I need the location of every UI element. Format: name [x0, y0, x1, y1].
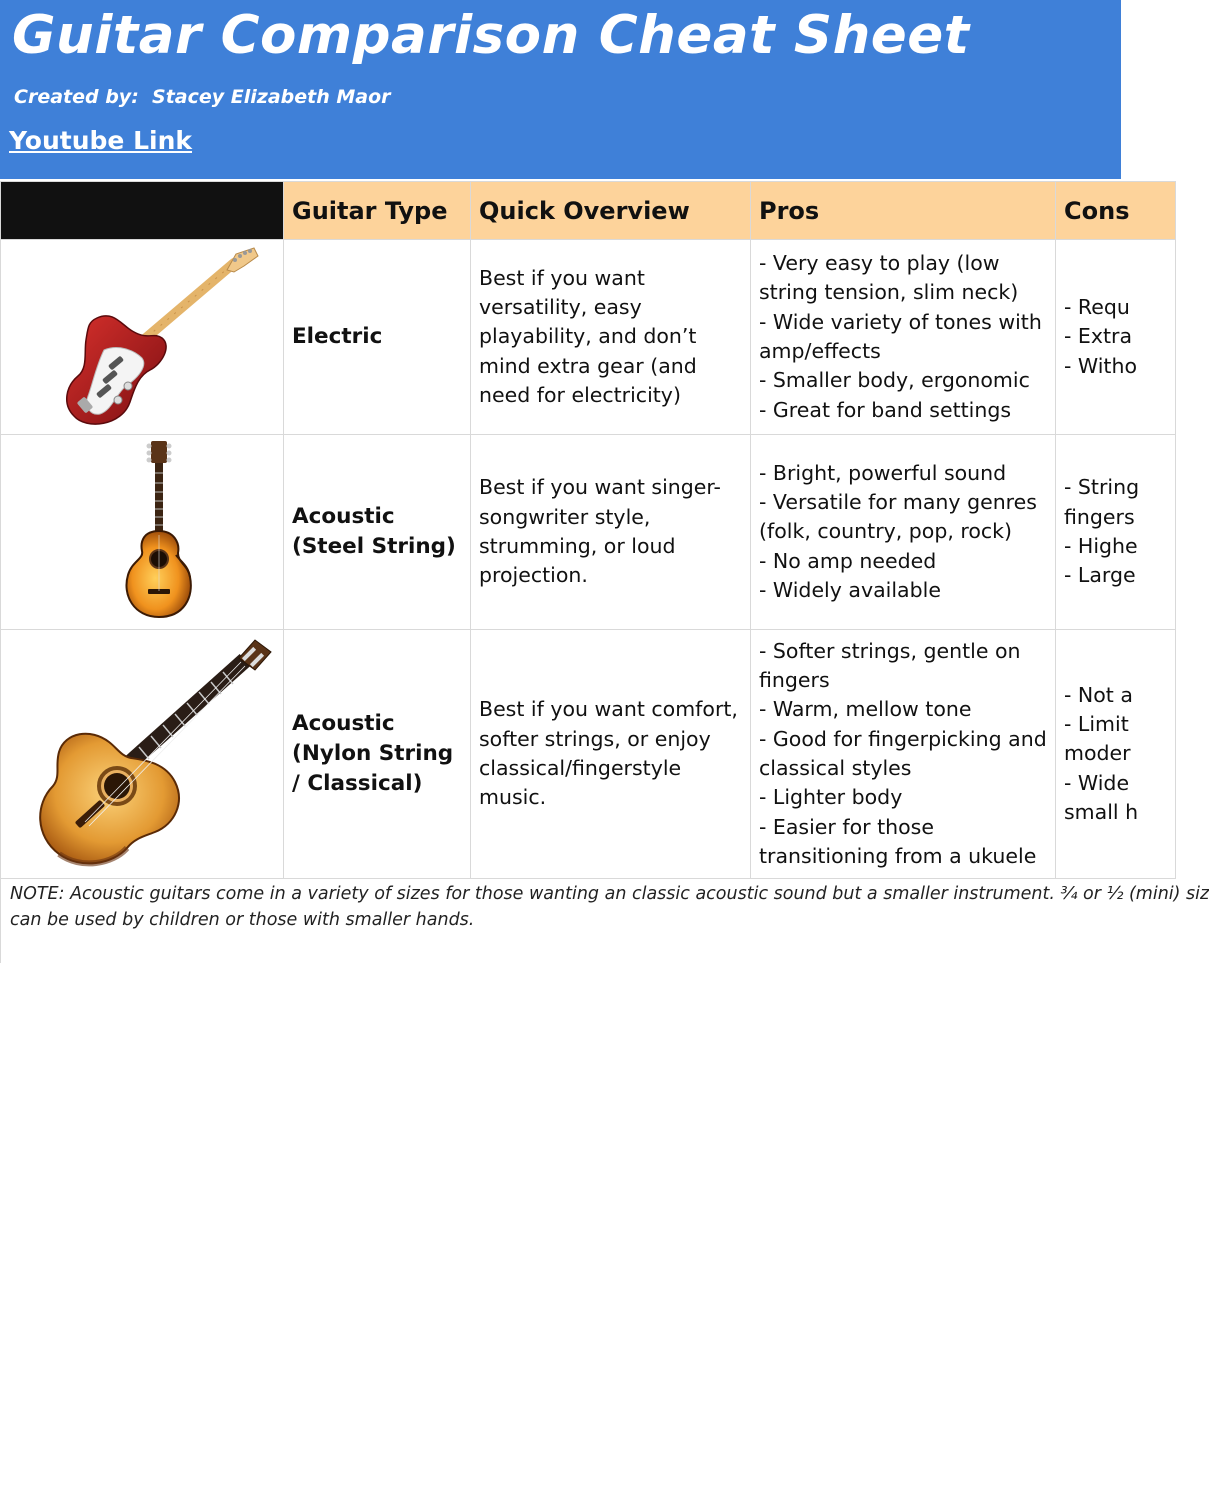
- corner-cell: [1, 182, 284, 240]
- cons-item: - String: [1064, 475, 1140, 500]
- note-line: NOTE: Acoustic guitars come in a variety of sizes for those wanting an classic acoustic sound but a smaller instrument. ¾ or ½ (mini) siz: [10, 884, 1209, 904]
- guitar-type-cell: Electric: [284, 240, 471, 435]
- pros-item: - Wide variety of tones with amp/effects: [759, 309, 1042, 363]
- overview-cell: Best if you want singer-songwriter style, strumming, or loud projection.: [471, 435, 751, 630]
- table-header-row: [1, 182, 1176, 240]
- pros-item: - Great for band settings: [759, 397, 1012, 422]
- cons-item: - Witho: [1064, 353, 1138, 378]
- size-note: [0, 877, 1209, 963]
- electric-guitar-icon: [22, 240, 262, 430]
- cons-cell: [1056, 240, 1176, 435]
- col-header-guitar-type: Guitar Type: [284, 182, 471, 240]
- pros-item: - Easier for those transitioning from a ukuele: [759, 814, 1037, 868]
- overview-cell: Best if you want versatility, easy playability, and don’t mind extra gear (and need for electricity): [471, 240, 751, 435]
- cons-cell: [1056, 630, 1176, 879]
- pros-item: - Bright, powerful sound: [759, 460, 1007, 485]
- pros-item: - Versatile for many genres (folk, country, pop, rock): [759, 490, 1037, 544]
- table-row: [1, 630, 1176, 879]
- cons-item: - Not a: [1064, 682, 1133, 707]
- cons-item: - Extra: [1064, 324, 1133, 349]
- header-banner: [0, 0, 1121, 179]
- note-line: can be used by children or those with smaller hands.: [10, 910, 475, 930]
- author-credit: Created by: Stacey Elizabeth Maor: [14, 86, 391, 108]
- cons-item: moder: [1064, 741, 1131, 766]
- classical-guitar-icon: [9, 632, 279, 872]
- acoustic-guitar-image-cell: [1, 435, 284, 630]
- table-row: [1, 435, 1176, 630]
- comparison-table: [0, 181, 1176, 879]
- pros-item: - Widely available: [759, 577, 941, 602]
- pros-item: - Very easy to play (low string tension, slim neck): [759, 251, 1019, 305]
- col-header-quick-overview: Quick Overview: [471, 182, 751, 240]
- cons-item: - Large: [1064, 563, 1136, 588]
- cons-item: - Limit: [1064, 712, 1129, 737]
- pros-cell: [751, 630, 1056, 879]
- youtube-link[interactable]: Youtube Link: [9, 126, 193, 155]
- col-header-pros: Pros: [751, 182, 1056, 240]
- pros-item: - Smaller body, ergonomic: [759, 368, 1030, 393]
- pros-cell: [751, 240, 1056, 435]
- pros-item: - Lighter body: [759, 785, 903, 810]
- cons-item: - Requ: [1064, 295, 1130, 320]
- cons-item: - Wide: [1064, 770, 1130, 795]
- page-title: Guitar Comparison Cheat Sheet: [12, 5, 970, 66]
- classical-guitar-image-cell: [1, 630, 284, 879]
- overview-cell: Best if you want comfort, softer strings, or enjoy classical/fingerstyle music.: [471, 630, 751, 879]
- cons-item: fingers: [1064, 504, 1135, 529]
- pros-item: - Warm, mellow tone: [759, 697, 972, 722]
- pros-item: - No amp needed: [759, 548, 937, 573]
- pros-item: - Good for fingerpicking and classical styles: [759, 726, 1047, 780]
- pros-cell: [751, 435, 1056, 630]
- guitar-type-cell: Acoustic (Nylon String / Classical): [284, 630, 471, 879]
- guitar-type-cell: Acoustic (Steel String): [284, 435, 471, 630]
- cons-item: small h: [1064, 799, 1139, 824]
- cons-item: - Highe: [1064, 534, 1138, 558]
- electric-guitar-image-cell: [1, 240, 284, 435]
- pros-item: - Softer strings, gentle on fingers: [759, 638, 1021, 693]
- cons-cell: [1056, 435, 1176, 630]
- acoustic-steel-guitar-icon: [22, 435, 262, 625]
- table-row: [1, 240, 1176, 435]
- col-header-cons: Cons: [1056, 182, 1176, 240]
